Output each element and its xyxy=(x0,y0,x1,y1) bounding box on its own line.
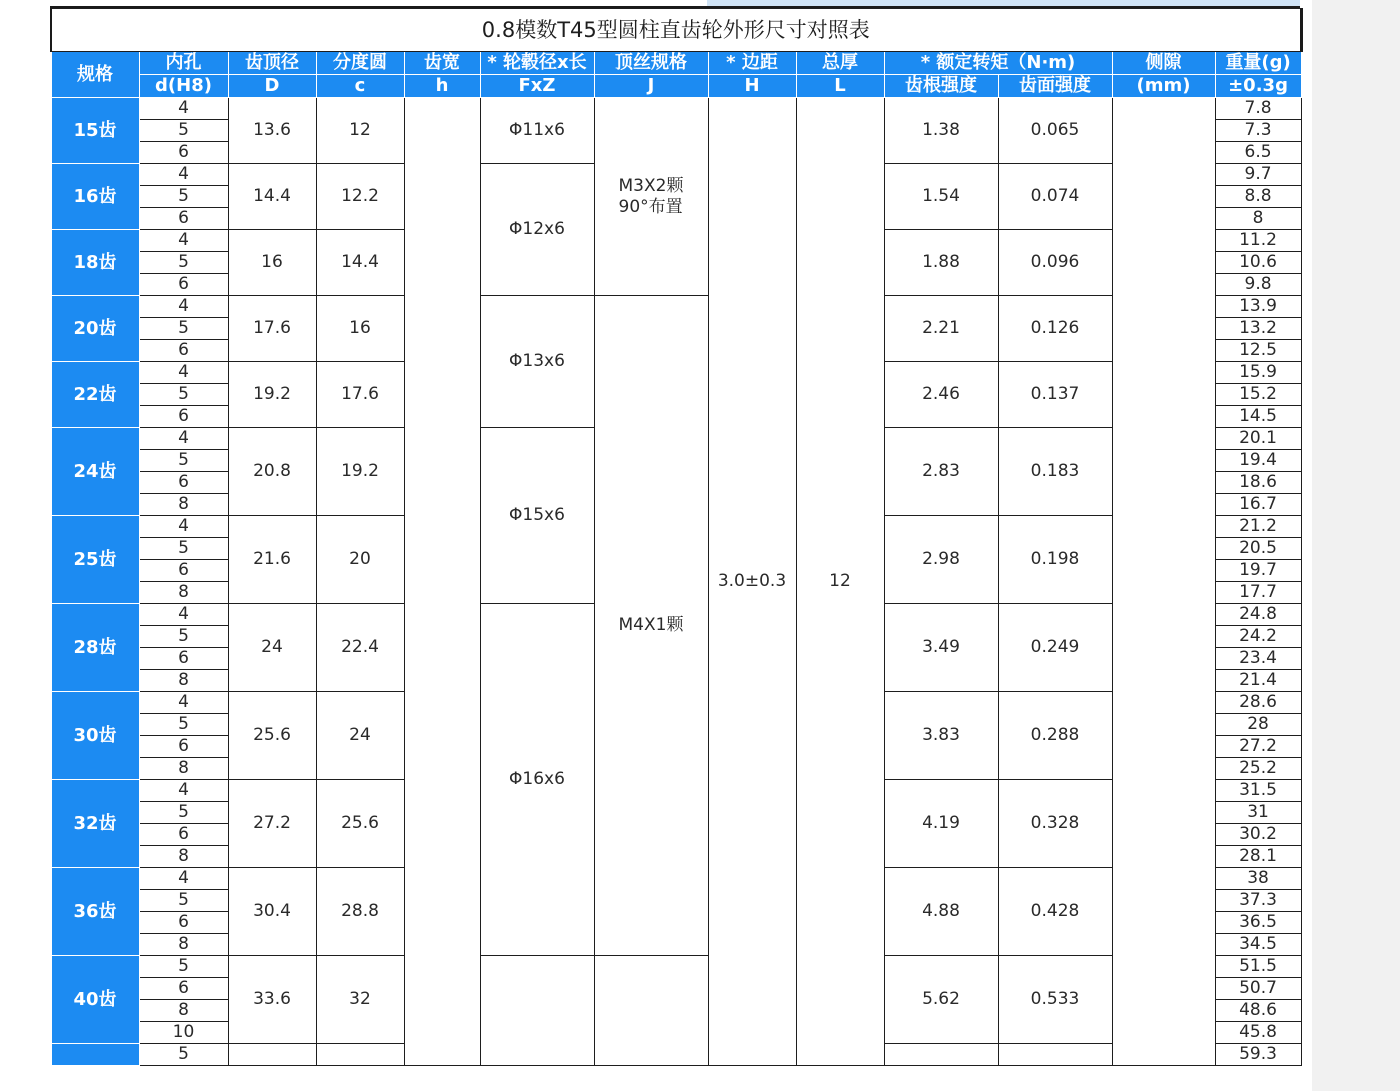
bore-cell: 5 xyxy=(139,714,228,736)
weight-cell: 6.5 xyxy=(1215,142,1301,164)
spec-cell: 20齿 xyxy=(51,296,139,362)
header-screw-sub: J xyxy=(594,75,708,98)
face-strength-cell: 0.096 xyxy=(998,230,1112,296)
right-margin xyxy=(1312,0,1400,1091)
header-width-sub: h xyxy=(404,75,480,98)
pitch-circle-cell: 24 xyxy=(316,692,404,780)
bore-cell: 6 xyxy=(139,472,228,494)
pitch-circle-cell: 20 xyxy=(316,516,404,604)
header-root-strength: 齿根强度 xyxy=(884,75,998,98)
bore-cell: 6 xyxy=(139,274,228,296)
tip-diameter-cell: 33.6 xyxy=(228,956,316,1044)
weight-cell: 18.6 xyxy=(1215,472,1301,494)
face-strength-cell: 0.288 xyxy=(998,692,1112,780)
header-backlash: 侧隙 xyxy=(1112,52,1215,75)
pitch-circle-cell: 19.2 xyxy=(316,428,404,516)
bore-cell: 6 xyxy=(139,648,228,670)
bore-cell: 6 xyxy=(139,824,228,846)
root-strength-cell xyxy=(884,1044,998,1066)
bore-cell: 4 xyxy=(139,296,228,318)
header-tip-sub: D xyxy=(228,75,316,98)
bore-cell: 5 xyxy=(139,450,228,472)
root-strength-cell: 1.54 xyxy=(884,164,998,230)
bore-cell: 4 xyxy=(139,692,228,714)
bore-cell: 8 xyxy=(139,582,228,604)
weight-cell: 16.7 xyxy=(1215,494,1301,516)
tip-diameter-cell xyxy=(228,1044,316,1066)
weight-cell: 13.2 xyxy=(1215,318,1301,340)
set-screw-cell xyxy=(594,98,708,296)
face-strength-cell: 0.328 xyxy=(998,780,1112,868)
tip-diameter-cell: 27.2 xyxy=(228,780,316,868)
pitch-circle-cell: 16 xyxy=(316,296,404,362)
weight-cell: 51.5 xyxy=(1215,956,1301,978)
header-pitch-circle: 分度圆 xyxy=(316,52,404,75)
weight-cell: 24.8 xyxy=(1215,604,1301,626)
bore-cell: 5 xyxy=(139,802,228,824)
pitch-circle-cell: 25.6 xyxy=(316,780,404,868)
weight-cell: 37.3 xyxy=(1215,890,1301,912)
weight-cell: 59.3 xyxy=(1215,1044,1301,1066)
face-strength-cell xyxy=(998,1044,1112,1066)
set-screw-cell xyxy=(594,956,708,1066)
weight-cell: 8 xyxy=(1215,208,1301,230)
tip-diameter-cell: 16 xyxy=(228,230,316,296)
tip-diameter-cell: 20.8 xyxy=(228,428,316,516)
weight-cell: 21.2 xyxy=(1215,516,1301,538)
weight-cell: 7.3 xyxy=(1215,120,1301,142)
header-thickness: 总厚 xyxy=(796,52,884,75)
bore-cell: 5 xyxy=(139,626,228,648)
header-set-screw: 顶丝规格 xyxy=(594,52,708,75)
spec-cell: 36齿 xyxy=(51,868,139,956)
header-thick-sub: L xyxy=(796,75,884,98)
face-strength-cell: 0.065 xyxy=(998,98,1112,164)
weight-cell: 48.6 xyxy=(1215,1000,1301,1022)
bore-cell: 6 xyxy=(139,912,228,934)
weight-cell: 24.2 xyxy=(1215,626,1301,648)
header-rated-torque: * 额定转矩（N·m) xyxy=(884,52,1112,75)
spec-cell: 16齿 xyxy=(51,164,139,230)
bore-cell: 5 xyxy=(139,186,228,208)
set-screw-text: M4X1颗 xyxy=(618,615,684,636)
face-strength-cell: 0.533 xyxy=(998,956,1112,1044)
bore-cell: 6 xyxy=(139,208,228,230)
bore-cell: 4 xyxy=(139,98,228,120)
thickness-cell: 12 xyxy=(796,98,884,1066)
weight-cell: 7.8 xyxy=(1215,98,1301,120)
face-strength-cell: 0.198 xyxy=(998,516,1112,604)
weight-cell: 15.9 xyxy=(1215,362,1301,384)
spec-cell: 18齿 xyxy=(51,230,139,296)
root-strength-cell: 4.19 xyxy=(884,780,998,868)
weight-cell: 50.7 xyxy=(1215,978,1301,1000)
weight-cell: 20.5 xyxy=(1215,538,1301,560)
header-face-width: 齿宽 xyxy=(404,52,480,75)
spec-cell: 24齿 xyxy=(51,428,139,516)
face-strength-cell: 0.428 xyxy=(998,868,1112,956)
header-weight-sub: ±0.3g xyxy=(1215,75,1301,98)
top-border-accent xyxy=(707,0,1300,6)
bore-cell: 5 xyxy=(139,318,228,340)
weight-cell: 36.5 xyxy=(1215,912,1301,934)
weight-cell: 13.9 xyxy=(1215,296,1301,318)
weight-cell: 19.4 xyxy=(1215,450,1301,472)
face-strength-cell: 0.126 xyxy=(998,296,1112,362)
bore-cell: 8 xyxy=(139,934,228,956)
weight-cell: 34.5 xyxy=(1215,934,1301,956)
spec-cell xyxy=(51,1044,139,1066)
root-strength-cell: 3.83 xyxy=(884,692,998,780)
spec-cell: 30齿 xyxy=(51,692,139,780)
root-strength-cell: 2.21 xyxy=(884,296,998,362)
tip-diameter-cell: 25.6 xyxy=(228,692,316,780)
weight-cell: 14.5 xyxy=(1215,406,1301,428)
tip-diameter-cell: 19.2 xyxy=(228,362,316,428)
weight-cell: 12.5 xyxy=(1215,340,1301,362)
face-strength-cell: 0.183 xyxy=(998,428,1112,516)
pitch-circle-cell: 32 xyxy=(316,956,404,1044)
weight-cell: 19.7 xyxy=(1215,560,1301,582)
pitch-circle-cell: 17.6 xyxy=(316,362,404,428)
root-strength-cell: 1.38 xyxy=(884,98,998,164)
bore-cell: 5 xyxy=(139,890,228,912)
face-strength-cell: 0.074 xyxy=(998,164,1112,230)
weight-cell: 20.1 xyxy=(1215,428,1301,450)
spec-cell: 15齿 xyxy=(51,98,139,164)
hub-cell: Φ15x6 xyxy=(480,428,594,604)
bore-cell: 6 xyxy=(139,406,228,428)
face-strength-cell: 0.137 xyxy=(998,362,1112,428)
face-width-cell xyxy=(404,98,480,1066)
table-title: 0.8模数T45型圆柱直齿轮外形尺寸对照表 xyxy=(51,9,1301,52)
bore-cell: 4 xyxy=(139,428,228,450)
root-strength-cell: 3.49 xyxy=(884,604,998,692)
weight-cell: 45.8 xyxy=(1215,1022,1301,1044)
bore-cell: 5 xyxy=(139,120,228,142)
bore-cell: 6 xyxy=(139,142,228,164)
header-backlash-sub: (mm) xyxy=(1112,75,1215,98)
tip-diameter-cell: 21.6 xyxy=(228,516,316,604)
bore-cell: 6 xyxy=(139,340,228,362)
weight-cell: 25.2 xyxy=(1215,758,1301,780)
weight-cell: 28 xyxy=(1215,714,1301,736)
weight-cell: 8.8 xyxy=(1215,186,1301,208)
header-bore-sub: d(H8) xyxy=(139,75,228,98)
bore-cell: 8 xyxy=(139,758,228,780)
header-margin: * 边距 xyxy=(708,52,796,75)
tip-diameter-cell: 14.4 xyxy=(228,164,316,230)
hub-cell: Φ12x6 xyxy=(480,164,594,296)
weight-cell: 9.8 xyxy=(1215,274,1301,296)
bore-cell: 8 xyxy=(139,494,228,516)
weight-cell: 27.2 xyxy=(1215,736,1301,758)
root-strength-cell: 5.62 xyxy=(884,956,998,1044)
weight-cell: 23.4 xyxy=(1215,648,1301,670)
bore-cell: 5 xyxy=(139,252,228,274)
hub-cell: Φ11x6 xyxy=(480,98,594,164)
pitch-circle-cell: 14.4 xyxy=(316,230,404,296)
pitch-circle-cell: 12.2 xyxy=(316,164,404,230)
bore-cell: 5 xyxy=(139,384,228,406)
bore-cell: 5 xyxy=(139,1044,228,1066)
tip-diameter-cell: 13.6 xyxy=(228,98,316,164)
root-strength-cell: 2.98 xyxy=(884,516,998,604)
gear-dimension-table xyxy=(50,8,1303,1066)
weight-cell: 21.4 xyxy=(1215,670,1301,692)
weight-cell: 38 xyxy=(1215,868,1301,890)
tip-diameter-cell: 30.4 xyxy=(228,868,316,956)
bore-cell: 4 xyxy=(139,362,228,384)
hub-cell xyxy=(480,956,594,1066)
bore-cell: 8 xyxy=(139,846,228,868)
weight-cell: 30.2 xyxy=(1215,824,1301,846)
set-screw-cell xyxy=(594,296,708,956)
bore-cell: 4 xyxy=(139,604,228,626)
face-strength-cell: 0.249 xyxy=(998,604,1112,692)
weight-cell: 31.5 xyxy=(1215,780,1301,802)
weight-cell: 28.6 xyxy=(1215,692,1301,714)
bore-cell: 8 xyxy=(139,670,228,692)
weight-cell: 15.2 xyxy=(1215,384,1301,406)
pitch-circle-cell: 28.8 xyxy=(316,868,404,956)
header-margin-sub: H xyxy=(708,75,796,98)
bore-cell: 10 xyxy=(139,1022,228,1044)
header-bore: 内孔 xyxy=(139,52,228,75)
header-face-strength: 齿面强度 xyxy=(998,75,1112,98)
weight-cell: 9.7 xyxy=(1215,164,1301,186)
tip-diameter-cell: 24 xyxy=(228,604,316,692)
header-spec: 规格 xyxy=(51,52,139,98)
bore-cell: 6 xyxy=(139,736,228,758)
root-strength-cell: 1.88 xyxy=(884,230,998,296)
bore-cell: 5 xyxy=(139,956,228,978)
hub-cell: Φ13x6 xyxy=(480,296,594,428)
bore-cell: 6 xyxy=(139,560,228,582)
weight-cell: 11.2 xyxy=(1215,230,1301,252)
header-pitch-sub: c xyxy=(316,75,404,98)
bore-cell: 4 xyxy=(139,868,228,890)
weight-cell: 17.7 xyxy=(1215,582,1301,604)
set-screw-text: M3X2颗 90°布置 xyxy=(618,176,684,217)
bore-cell: 8 xyxy=(139,1000,228,1022)
table-row xyxy=(51,98,1301,120)
hub-cell: Φ16x6 xyxy=(480,604,594,956)
spec-cell: 28齿 xyxy=(51,604,139,692)
bore-cell: 6 xyxy=(139,978,228,1000)
header-hub-sub: FxZ xyxy=(480,75,594,98)
header-tip-diameter: 齿顶径 xyxy=(228,52,316,75)
bore-cell: 4 xyxy=(139,780,228,802)
weight-cell: 31 xyxy=(1215,802,1301,824)
root-strength-cell: 4.88 xyxy=(884,868,998,956)
header-weight: 重量(g) xyxy=(1215,52,1301,75)
weight-cell: 10.6 xyxy=(1215,252,1301,274)
weight-cell: 28.1 xyxy=(1215,846,1301,868)
pitch-circle-cell: 22.4 xyxy=(316,604,404,692)
bore-cell: 4 xyxy=(139,164,228,186)
root-strength-cell: 2.46 xyxy=(884,362,998,428)
backlash-cell xyxy=(1112,98,1215,1066)
bore-cell: 4 xyxy=(139,230,228,252)
header-hub: * 轮毂径x长 xyxy=(480,52,594,75)
spec-cell: 32齿 xyxy=(51,780,139,868)
margin-cell: 3.0±0.3 xyxy=(708,98,796,1066)
spec-cell: 25齿 xyxy=(51,516,139,604)
pitch-circle-cell: 12 xyxy=(316,98,404,164)
spec-cell: 22齿 xyxy=(51,362,139,428)
tip-diameter-cell: 17.6 xyxy=(228,296,316,362)
bore-cell: 4 xyxy=(139,516,228,538)
bore-cell: 5 xyxy=(139,538,228,560)
root-strength-cell: 2.83 xyxy=(884,428,998,516)
spec-cell: 40齿 xyxy=(51,956,139,1044)
pitch-circle-cell xyxy=(316,1044,404,1066)
